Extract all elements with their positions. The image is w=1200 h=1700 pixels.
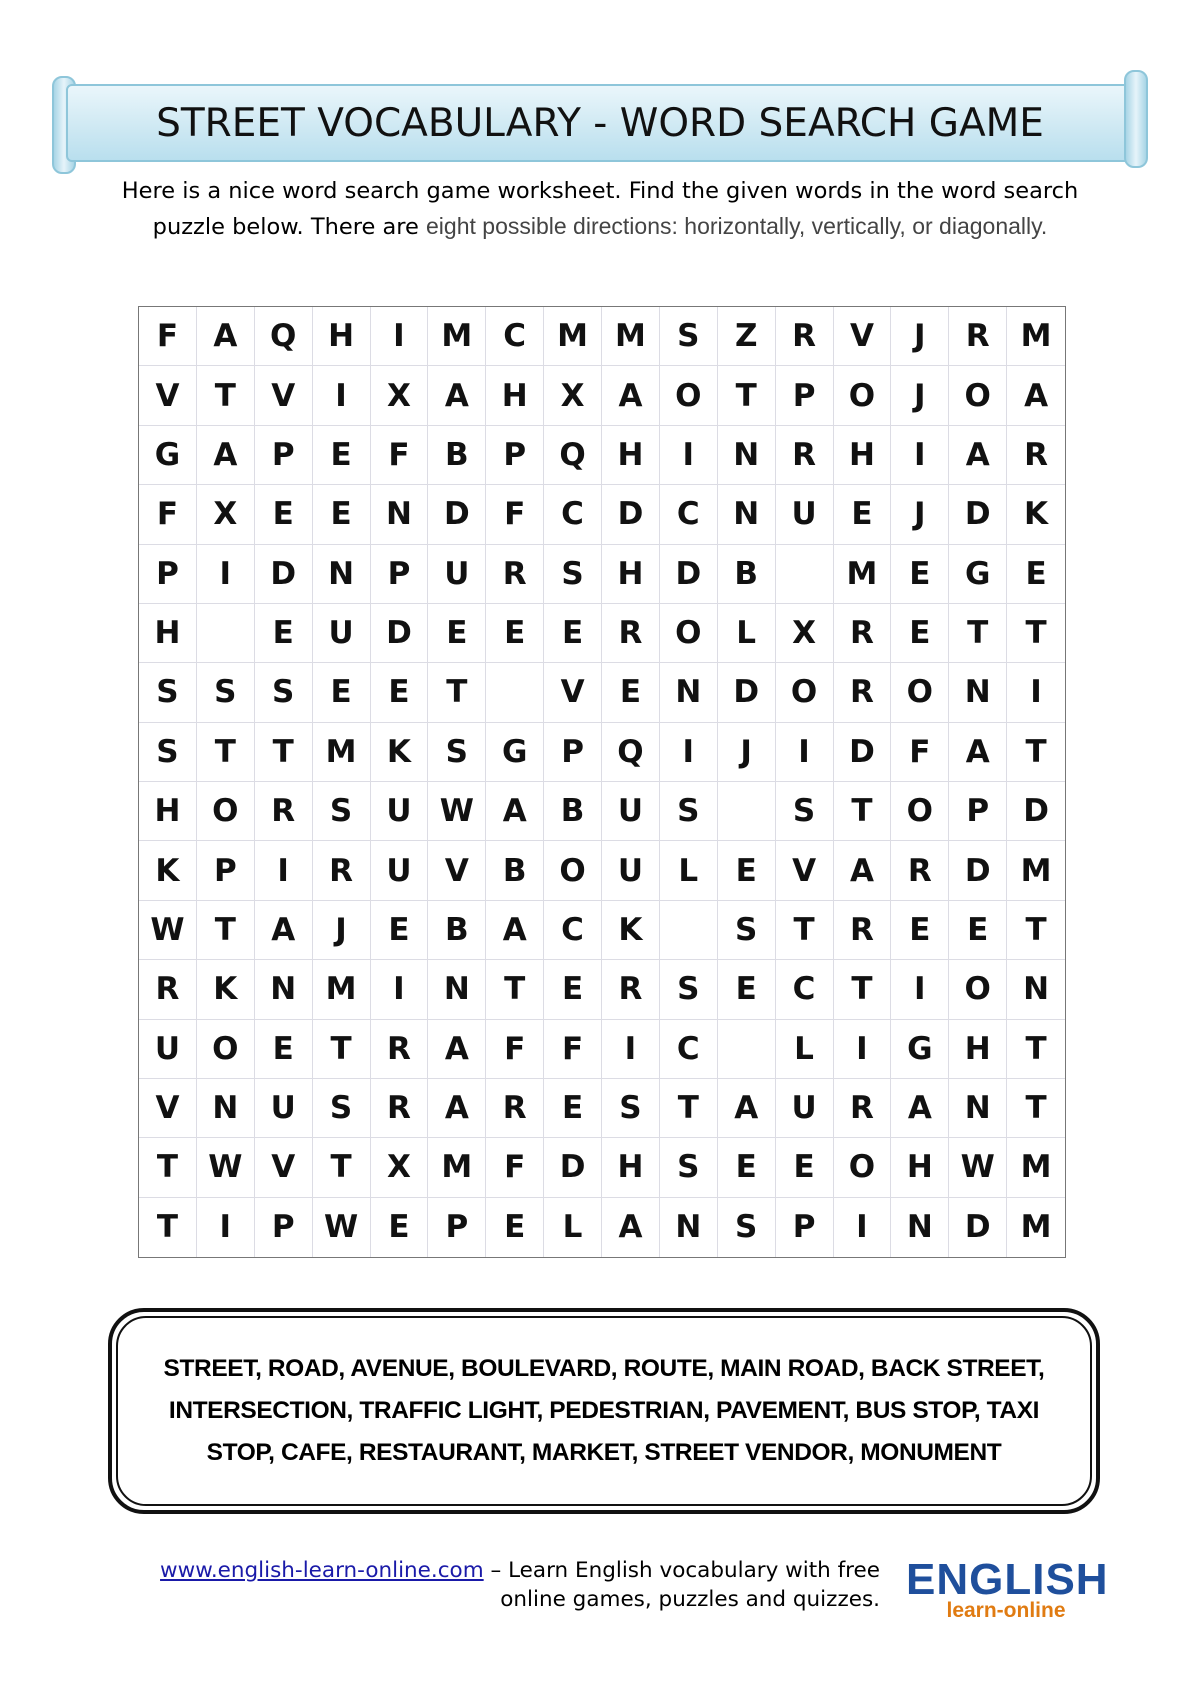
grid-cell[interactable]: F <box>891 723 949 782</box>
grid-cell[interactable]: R <box>255 782 313 841</box>
grid-cell[interactable]: H <box>486 366 544 425</box>
grid-cell[interactable]: V <box>255 366 313 425</box>
grid-cell[interactable]: D <box>602 485 660 544</box>
grid-cell[interactable]: O <box>834 1138 892 1197</box>
grid-cell[interactable]: A <box>428 1079 486 1138</box>
grid-cell[interactable]: U <box>371 841 429 900</box>
grid-cell[interactable] <box>718 782 776 841</box>
grid-cell[interactable]: V <box>834 307 892 366</box>
grid-cell[interactable]: A <box>949 723 1007 782</box>
grid-cell[interactable]: E <box>602 663 660 722</box>
grid-cell[interactable]: P <box>139 545 197 604</box>
grid-cell[interactable]: A <box>891 1079 949 1138</box>
grid-cell[interactable]: M <box>544 307 602 366</box>
grid-cell[interactable]: G <box>949 545 1007 604</box>
grid-cell[interactable]: A <box>197 426 255 485</box>
grid-cell[interactable]: N <box>197 1079 255 1138</box>
grid-cell[interactable]: A <box>486 901 544 960</box>
grid-cell[interactable]: P <box>776 366 834 425</box>
grid-cell[interactable]: D <box>949 1198 1007 1257</box>
grid-cell[interactable]: O <box>949 960 1007 1019</box>
grid-cell[interactable]: T <box>197 901 255 960</box>
grid-cell[interactable]: U <box>139 1020 197 1079</box>
grid-cell[interactable]: G <box>139 426 197 485</box>
grid-cell[interactable]: M <box>428 1138 486 1197</box>
grid-cell[interactable]: I <box>891 426 949 485</box>
grid-cell[interactable]: M <box>834 545 892 604</box>
grid-cell[interactable]: X <box>776 604 834 663</box>
grid-cell[interactable]: S <box>313 782 371 841</box>
grid-cell[interactable]: T <box>1007 1079 1065 1138</box>
grid-cell[interactable]: E <box>486 1198 544 1257</box>
grid-cell[interactable]: D <box>660 545 718 604</box>
grid-cell[interactable]: I <box>891 960 949 1019</box>
grid-cell[interactable]: E <box>949 901 1007 960</box>
grid-cell[interactable]: O <box>834 366 892 425</box>
grid-cell[interactable]: A <box>718 1079 776 1138</box>
grid-cell[interactable]: T <box>139 1138 197 1197</box>
grid-cell[interactable]: E <box>255 1020 313 1079</box>
grid-cell[interactable]: T <box>486 960 544 1019</box>
grid-cell[interactable]: O <box>776 663 834 722</box>
grid-cell[interactable]: T <box>313 1020 371 1079</box>
grid-cell[interactable]: P <box>949 782 1007 841</box>
grid-cell[interactable]: A <box>949 426 1007 485</box>
footer-text-1: – Learn English vocabulary with free <box>483 1558 880 1583</box>
grid-cell[interactable]: N <box>1007 960 1065 1019</box>
grid-cell[interactable] <box>197 604 255 663</box>
grid-cell[interactable]: O <box>660 604 718 663</box>
grid-cell[interactable]: A <box>197 307 255 366</box>
grid-cell[interactable]: E <box>428 604 486 663</box>
grid-cell[interactable]: T <box>1007 901 1065 960</box>
grid-cell[interactable]: E <box>371 1198 429 1257</box>
grid-cell[interactable]: I <box>313 366 371 425</box>
grid-cell[interactable]: G <box>891 1020 949 1079</box>
grid-cell[interactable]: T <box>949 604 1007 663</box>
grid-cell[interactable]: O <box>197 782 255 841</box>
grid-cell[interactable]: S <box>313 1079 371 1138</box>
grid-cell[interactable]: I <box>1007 663 1065 722</box>
grid-cell[interactable]: H <box>949 1020 1007 1079</box>
grid-cell[interactable]: U <box>428 545 486 604</box>
grid-cell[interactable]: U <box>776 1079 834 1138</box>
grid-cell[interactable]: H <box>602 1138 660 1197</box>
grid-cell[interactable]: U <box>776 485 834 544</box>
grid-cell[interactable]: T <box>1007 604 1065 663</box>
grid-cell[interactable] <box>486 663 544 722</box>
grid-cell[interactable]: H <box>602 545 660 604</box>
grid-cell[interactable]: M <box>1007 1138 1065 1197</box>
grid-cell[interactable]: L <box>660 841 718 900</box>
grid-cell[interactable]: R <box>371 1020 429 1079</box>
grid-cell[interactable]: R <box>776 307 834 366</box>
grid-cell[interactable]: T <box>313 1138 371 1197</box>
grid-cell[interactable]: O <box>949 366 1007 425</box>
grid-cell[interactable]: S <box>718 1198 776 1257</box>
grid-cell[interactable]: V <box>428 841 486 900</box>
grid-cell[interactable]: F <box>139 485 197 544</box>
grid-cell[interactable]: M <box>313 960 371 1019</box>
grid-cell[interactable]: F <box>371 426 429 485</box>
grid-cell[interactable]: P <box>776 1198 834 1257</box>
grid-cell[interactable]: P <box>255 426 313 485</box>
grid-cell[interactable]: R <box>1007 426 1065 485</box>
grid-cell[interactable]: K <box>602 901 660 960</box>
grid-cell[interactable]: N <box>949 663 1007 722</box>
grid-cell[interactable]: I <box>660 723 718 782</box>
grid-cell[interactable]: S <box>776 782 834 841</box>
website-link[interactable]: www.english-learn-online.com <box>160 1558 484 1583</box>
grid-cell[interactable]: Q <box>255 307 313 366</box>
grid-cell[interactable]: R <box>949 307 1007 366</box>
grid-cell[interactable]: T <box>428 663 486 722</box>
logo-main-text: ENGLISH <box>906 1555 1109 1604</box>
grid-cell[interactable]: T <box>660 1079 718 1138</box>
grid-cell[interactable]: R <box>602 604 660 663</box>
grid-cell[interactable]: V <box>139 1079 197 1138</box>
grid-cell[interactable] <box>718 1020 776 1079</box>
logo-sub-text: learn-online <box>946 1599 1066 1622</box>
grid-cell[interactable]: O <box>891 782 949 841</box>
grid-cell[interactable]: H <box>834 426 892 485</box>
grid-cell[interactable]: O <box>891 663 949 722</box>
grid-cell[interactable]: I <box>776 723 834 782</box>
grid-cell[interactable]: P <box>428 1198 486 1257</box>
grid-cell[interactable]: E <box>1007 545 1065 604</box>
grid-cell[interactable]: P <box>486 426 544 485</box>
grid-cell[interactable]: M <box>1007 841 1065 900</box>
grid-cell[interactable]: U <box>602 782 660 841</box>
grid-cell[interactable]: E <box>371 901 429 960</box>
grid-cell[interactable]: U <box>602 841 660 900</box>
grid-cell[interactable]: E <box>544 604 602 663</box>
grid-cell[interactable]: Q <box>544 426 602 485</box>
grid-cell[interactable]: M <box>1007 307 1065 366</box>
grid-cell[interactable]: E <box>544 1079 602 1138</box>
grid-cell[interactable]: R <box>834 663 892 722</box>
grid-cell[interactable]: E <box>718 841 776 900</box>
intro-line-2-end: eight possible directions: horizontally, vertically, or diagonally. <box>426 213 1048 239</box>
grid-cell[interactable]: D <box>1007 782 1065 841</box>
grid-cell[interactable]: S <box>428 723 486 782</box>
grid-cell[interactable]: I <box>197 545 255 604</box>
grid-cell[interactable]: J <box>891 307 949 366</box>
grid-cell[interactable]: A <box>255 901 313 960</box>
grid-cell[interactable]: S <box>660 307 718 366</box>
grid-cell[interactable]: A <box>1007 366 1065 425</box>
grid-cell[interactable]: T <box>776 901 834 960</box>
grid-cell[interactable]: T <box>834 960 892 1019</box>
scroll-curl-right <box>1124 70 1148 168</box>
word-list-line-2: INTERSECTION, TRAFFIC LIGHT, PEDESTRIAN, PAVEMENT, BUS STOP, TAXI <box>168 1397 1040 1424</box>
grid-cell[interactable]: D <box>949 485 1007 544</box>
grid-cell[interactable]: I <box>834 1198 892 1257</box>
grid-cell[interactable]: A <box>428 1020 486 1079</box>
grid-cell[interactable]: B <box>428 901 486 960</box>
grid-cell[interactable]: E <box>891 604 949 663</box>
word-list-line-1: STREET, ROAD, AVENUE, BOULEVARD, ROUTE, MAIN ROAD, BACK STREET, <box>163 1355 1045 1382</box>
grid-cell[interactable]: A <box>834 841 892 900</box>
word-list-inner <box>116 1316 1092 1506</box>
grid-cell[interactable]: B <box>544 782 602 841</box>
grid-cell[interactable]: M <box>602 307 660 366</box>
grid-cell[interactable]: S <box>197 663 255 722</box>
grid-cell[interactable]: M <box>1007 1198 1065 1257</box>
grid-cell[interactable]: N <box>428 960 486 1019</box>
intro-line-2-start: puzzle below. There are <box>152 214 427 240</box>
grid-cell[interactable]: U <box>371 782 429 841</box>
grid-cell[interactable]: B <box>718 545 776 604</box>
grid-cell[interactable]: L <box>544 1198 602 1257</box>
grid-cell[interactable]: V <box>139 366 197 425</box>
grid-cell[interactable]: E <box>544 960 602 1019</box>
grid-cell[interactable]: T <box>718 366 776 425</box>
grid-cell[interactable]: W <box>428 782 486 841</box>
grid-cell[interactable]: I <box>660 426 718 485</box>
grid-cell[interactable]: V <box>544 663 602 722</box>
grid-cell[interactable]: K <box>197 960 255 1019</box>
grid-cell[interactable]: C <box>544 901 602 960</box>
grid-cell[interactable]: L <box>718 604 776 663</box>
grid-cell[interactable]: I <box>602 1020 660 1079</box>
grid-cell[interactable]: B <box>486 841 544 900</box>
grid-cell[interactable]: R <box>834 1079 892 1138</box>
grid-cell[interactable]: A <box>486 782 544 841</box>
word-search-grid <box>138 306 1066 1258</box>
grid-cell[interactable]: J <box>313 901 371 960</box>
title-banner <box>52 76 1148 162</box>
word-list <box>164 1348 1045 1474</box>
english-learn-online-logo <box>906 1555 1109 1622</box>
grid-cell[interactable]: N <box>255 960 313 1019</box>
grid-cell[interactable]: T <box>139 1198 197 1257</box>
grid-cell[interactable]: W <box>313 1198 371 1257</box>
grid-cell[interactable]: E <box>255 604 313 663</box>
grid-cell[interactable]: E <box>313 663 371 722</box>
grid-cell[interactable]: D <box>544 1138 602 1197</box>
grid-cell[interactable]: I <box>371 307 429 366</box>
grid-cell[interactable]: I <box>255 841 313 900</box>
intro-text <box>54 174 1146 245</box>
grid-cell[interactable]: N <box>660 663 718 722</box>
grid-cell[interactable]: N <box>949 1079 1007 1138</box>
grid-cell[interactable]: N <box>660 1198 718 1257</box>
grid-cell[interactable]: V <box>776 841 834 900</box>
grid-cell[interactable]: R <box>834 901 892 960</box>
grid-cell[interactable]: D <box>949 841 1007 900</box>
grid-cell[interactable]: S <box>660 782 718 841</box>
grid-cell[interactable]: E <box>718 1138 776 1197</box>
grid-cell[interactable] <box>776 545 834 604</box>
grid-cell[interactable]: L <box>776 1020 834 1079</box>
grid-cell[interactable]: R <box>486 1079 544 1138</box>
grid-cell[interactable]: R <box>776 426 834 485</box>
grid-cell[interactable]: T <box>1007 1020 1065 1079</box>
grid-cell[interactable]: E <box>313 426 371 485</box>
grid-cell[interactable]: S <box>718 901 776 960</box>
grid-cell[interactable]: N <box>313 545 371 604</box>
footer-line-2: online games, puzzles and quizzes. <box>500 1587 880 1612</box>
grid-cell[interactable]: U <box>255 1079 313 1138</box>
grid-cell[interactable]: E <box>891 901 949 960</box>
grid-cell[interactable]: C <box>660 1020 718 1079</box>
grid-cell[interactable]: F <box>486 1020 544 1079</box>
grid-cell[interactable]: C <box>486 307 544 366</box>
grid-cell[interactable]: S <box>602 1079 660 1138</box>
grid-cell[interactable]: H <box>891 1138 949 1197</box>
grid-cell[interactable]: W <box>197 1138 255 1197</box>
grid-cell[interactable]: V <box>255 1138 313 1197</box>
grid-cell[interactable]: D <box>255 545 313 604</box>
grid-cell[interactable]: A <box>602 1198 660 1257</box>
grid-cell[interactable]: Z <box>718 307 776 366</box>
grid-cell[interactable]: C <box>544 485 602 544</box>
grid-cell[interactable]: N <box>718 426 776 485</box>
grid-cell[interactable]: A <box>602 366 660 425</box>
grid-cell[interactable]: R <box>486 545 544 604</box>
intro-line-1: Here is a nice word search game worksheet. Find the given words in the word search <box>121 178 1079 204</box>
grid-cell[interactable]: B <box>428 426 486 485</box>
grid-cell[interactable]: H <box>313 307 371 366</box>
grid-cell[interactable]: I <box>371 960 429 1019</box>
grid-cell[interactable]: E <box>891 545 949 604</box>
grid-cell[interactable]: R <box>602 960 660 1019</box>
grid-cell[interactable]: M <box>313 723 371 782</box>
grid-cell[interactable]: Q <box>602 723 660 782</box>
grid-cell[interactable]: P <box>544 723 602 782</box>
grid-cell[interactable]: E <box>486 604 544 663</box>
grid-cell[interactable]: S <box>255 663 313 722</box>
word-list-box <box>108 1308 1100 1514</box>
grid-cell[interactable]: H <box>139 604 197 663</box>
grid-cell[interactable]: X <box>544 366 602 425</box>
grid-cell[interactable]: C <box>660 485 718 544</box>
grid-cell[interactable]: E <box>371 663 429 722</box>
grid-cell[interactable]: W <box>139 901 197 960</box>
grid-cell[interactable]: K <box>371 723 429 782</box>
grid-cell[interactable]: O <box>197 1020 255 1079</box>
grid-cell[interactable]: T <box>197 366 255 425</box>
grid-cell[interactable]: E <box>776 1138 834 1197</box>
title-banner-body <box>66 84 1134 162</box>
grid-cell[interactable]: P <box>371 545 429 604</box>
grid-cell[interactable]: J <box>891 485 949 544</box>
grid-cell[interactable]: P <box>197 841 255 900</box>
grid-cell[interactable]: R <box>139 960 197 1019</box>
grid-cell[interactable]: T <box>1007 723 1065 782</box>
grid-cell[interactable]: E <box>834 485 892 544</box>
grid-cell[interactable]: U <box>313 604 371 663</box>
grid-cell[interactable]: I <box>197 1198 255 1257</box>
grid-cell[interactable]: N <box>891 1198 949 1257</box>
grid-cell[interactable]: W <box>949 1138 1007 1197</box>
grid-cell[interactable]: M <box>428 307 486 366</box>
word-list-line-3: STOP, CAFE, RESTAURANT, MARKET, STREET VENDOR, MONUMENT <box>206 1439 1002 1466</box>
grid-cell[interactable]: F <box>139 307 197 366</box>
grid-cell[interactable]: S <box>544 545 602 604</box>
grid-cell[interactable]: H <box>602 426 660 485</box>
grid-cell[interactable]: R <box>371 1079 429 1138</box>
grid-cell[interactable]: F <box>486 485 544 544</box>
grid-cell[interactable]: O <box>660 366 718 425</box>
grid-cell[interactable]: N <box>718 485 776 544</box>
grid-cell[interactable]: N <box>371 485 429 544</box>
grid-cell[interactable]: P <box>255 1198 313 1257</box>
footer-text <box>100 1556 880 1614</box>
grid-cell[interactable]: F <box>544 1020 602 1079</box>
grid-cell[interactable]: K <box>139 841 197 900</box>
grid-cell[interactable]: O <box>544 841 602 900</box>
grid-cell[interactable]: S <box>139 723 197 782</box>
grid-cell[interactable]: R <box>891 841 949 900</box>
grid-cell[interactable]: X <box>371 1138 429 1197</box>
grid-cell[interactable]: J <box>718 723 776 782</box>
grid-cell[interactable]: T <box>255 723 313 782</box>
grid-cell[interactable]: C <box>776 960 834 1019</box>
grid-cell[interactable] <box>660 901 718 960</box>
grid-cell[interactable]: I <box>834 1020 892 1079</box>
grid-cell[interactable]: G <box>486 723 544 782</box>
grid-cell[interactable]: S <box>139 663 197 722</box>
grid-cell[interactable]: D <box>718 663 776 722</box>
grid-cell[interactable]: X <box>371 366 429 425</box>
grid-cell[interactable]: R <box>834 604 892 663</box>
grid-cell[interactable]: D <box>371 604 429 663</box>
grid-cell[interactable]: E <box>718 960 776 1019</box>
grid-cell[interactable]: T <box>834 782 892 841</box>
grid-cell[interactable]: E <box>313 485 371 544</box>
grid-cell[interactable]: H <box>139 782 197 841</box>
grid-cell[interactable]: S <box>660 960 718 1019</box>
grid-cell[interactable]: A <box>428 366 486 425</box>
grid-cell[interactable]: F <box>486 1138 544 1197</box>
grid-cell[interactable]: S <box>660 1138 718 1197</box>
footer-line-1 <box>100 1556 880 1585</box>
grid-cell[interactable]: T <box>197 723 255 782</box>
grid-cell[interactable]: R <box>313 841 371 900</box>
grid-cell[interactable]: J <box>891 366 949 425</box>
grid-cell[interactable]: D <box>834 723 892 782</box>
grid-cell[interactable]: K <box>1007 485 1065 544</box>
page-title: STREET VOCABULARY - WORD SEARCH GAME <box>156 100 1044 146</box>
intro-line-2 <box>54 209 1146 245</box>
grid-cell[interactable]: D <box>428 485 486 544</box>
grid-cell[interactable]: X <box>197 485 255 544</box>
grid-cell[interactable]: E <box>255 485 313 544</box>
